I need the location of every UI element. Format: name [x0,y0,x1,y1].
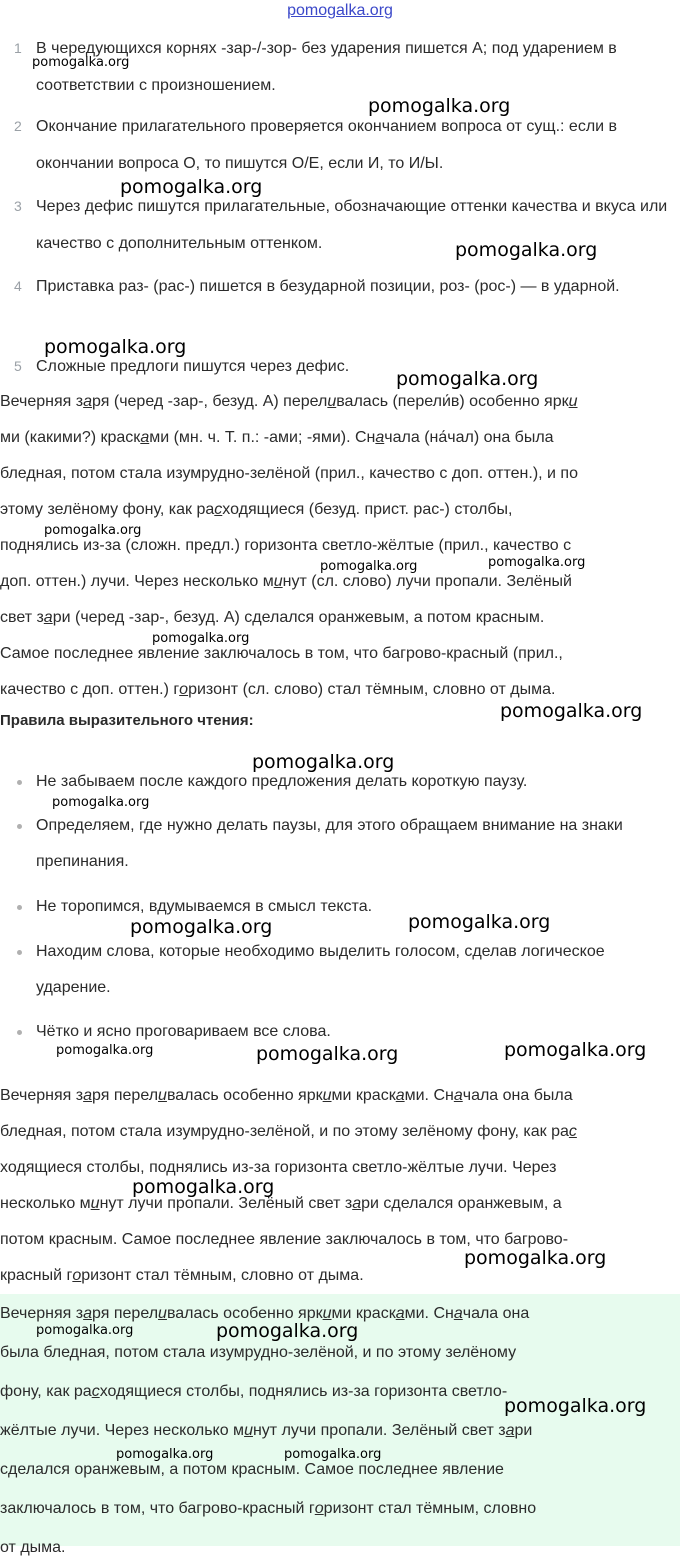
bullet-icon [17,780,22,785]
highlighted-letter: и [327,393,337,410]
rule-number: 4 [14,278,22,294]
watermark: pomogalka.org [56,1043,154,1058]
highlighted-letter: и [273,573,283,590]
rule-number: 5 [14,358,22,374]
watermark: pomogalka.org [52,795,150,810]
highlighted-letter: с [214,501,223,518]
highlighted-letter: и [322,1305,332,1322]
reading-rules-heading: Правила выразительного чтения: [0,712,254,729]
rule-number: 1 [14,40,22,56]
watermark: pomogalka.org [455,239,598,261]
highlighted-letter: а [83,393,93,410]
clean-text-paragraph: Вечерняя заря переливалась особенно яркими красками. Сначала она была бледная, потом стала изумрудно-зелёной, и по этому зелёному фону, как рас ходящиеся столбы, поднялись из-за горизонта светло-жёлтые лучи. Через несколько минут лучи пропали. Зелёный свет зари сделался оранжевым, а потом красным. Самое последнее явление заключалось в том, что багрово- красный горизонт стал тёмным, словно от дыма. [0,1087,577,1284]
bullet-icon [17,905,22,910]
watermark: pomogalka.org [252,751,395,773]
highlighted-letter: а [395,1087,405,1104]
highlighted-letter: а [352,1195,362,1212]
highlighted-letter: о [314,1500,324,1517]
watermark: pomogalka.org [408,911,551,933]
rule-number: 3 [14,198,22,214]
watermark: pomogalka.org [284,1447,382,1462]
highlighted-letter: а [505,1422,515,1439]
watermark: pomogalka.org [500,700,643,722]
highlighted-letter: и [158,1305,167,1322]
highlighted-letter: и [322,1087,332,1104]
watermark: pomogalka.org [32,55,130,70]
bullet-icon [17,1030,22,1035]
rule-text: Через дефис пишутся прилагательные, обозначающие оттенки качества и вкуса или качество с дополнительным оттенком. [36,198,668,252]
rule-text: Приставка раз- (рас-) пишется в безударной позиции, роз- (рос-) — в ударной. [36,278,620,295]
watermark: pomogalka.org [368,95,511,117]
highlighted-letter: с [91,1383,100,1400]
watermark: pomogalka.org [44,523,142,538]
watermark: pomogalka.org [256,1043,399,1065]
watermark: pomogalka.org [216,1320,359,1342]
watermark: pomogalka.org [396,368,539,390]
watermark: pomogalka.org [488,555,586,570]
highlighted-letter: и [244,1422,253,1439]
site-link[interactable]: pomogalka.org [287,2,393,19]
highlighted-letter: о [72,1267,82,1284]
watermark: pomogalka.org [504,1039,647,1061]
watermark: pomogalka.org [130,916,273,938]
watermark: pomogalka.org [120,176,263,198]
rule-text: Сложные предлоги пишутся через дефис. [36,358,350,375]
answer-paragraph: Вечерняя заря переливалась особенно яркими красками. Сначала она была бледная, потом стала изумрудно-зелёной, и по этому зелёному фону, как расходящиеся столбы, поднялись из-за горизонта светло- жёлтые лучи. Через несколько минут лучи пропали. Зелёный свет зари сделался оранжевым, а потом красным. Самое последнее явление заключалось в том, что багрово-красный горизонт стал тёмным, словно от дыма. [0,1305,537,1556]
watermark: pomogalka.org [504,1395,647,1417]
watermark: pomogalka.org [44,336,187,358]
highlighted-letter: а [453,1087,463,1104]
bullet-icon [17,950,22,955]
highlighted-letter: а [453,1305,463,1322]
analysis-paragraph: Вечерняя заря (черед -зар-, безуд. А) переливалась (перели́в) особенно ярки ми (какими?) красками (мн. ч. Т. п.: -ами; -ями). Сначала (на́чал) она была бледная, потом стала изумрудно-зелёной (прил., качество с доп. оттен.), и по этому зелёному фону, как расходящиеся (безуд. прист. рас-) столбы, поднялись из-за (сложн. предл.) горизонта светло-жёлтые (прил., качество с доп. оттен.) лучи. Через несколько минут (сл. слово) лучи пропали. Зелёный свет зари (черед -зар-, безуд. А) сделался оранжевым, а потом красным. Самое последнее явление заключалось в том, что багрово-красный (прил., качество с доп. оттен.) горизонт (сл. слово) стал тёмным, словно от дыма. [0,393,578,698]
highlighted-letter: а [395,1305,405,1322]
rule-number: 2 [14,118,22,134]
highlighted-letter: а [375,429,385,446]
highlighted-letter: и [568,393,578,410]
watermark: pomogalka.org [152,631,250,646]
watermark: pomogalka.org [36,1323,134,1338]
highlighted-letter: и [90,1195,100,1212]
watermark: pomogalka.org [116,1447,214,1462]
highlighted-letter: а [83,1305,93,1322]
rule-text: Окончание прилагательного проверяется окончанием вопроса от сущ.: если в окончании вопроса О, то пишутся О/Е, если И, то И/Ы. [36,118,618,172]
highlighted-letter: а [83,1087,93,1104]
watermark: pomogalka.org [464,1247,607,1269]
bullet-icon [17,824,22,829]
highlighted-letter: с [568,1123,577,1140]
highlighted-letter: о [179,681,189,698]
rule-text: В чередующихся корнях -зар-/-зор- без ударения пишется А; под ударением в соответствии с произношением. [36,40,617,94]
highlighted-letter: а [140,429,150,446]
watermark: pomogalka.org [132,1176,275,1198]
highlighted-letter: а [43,609,53,626]
watermark: pomogalka.org [320,559,418,574]
highlighted-letter: и [158,1087,167,1104]
